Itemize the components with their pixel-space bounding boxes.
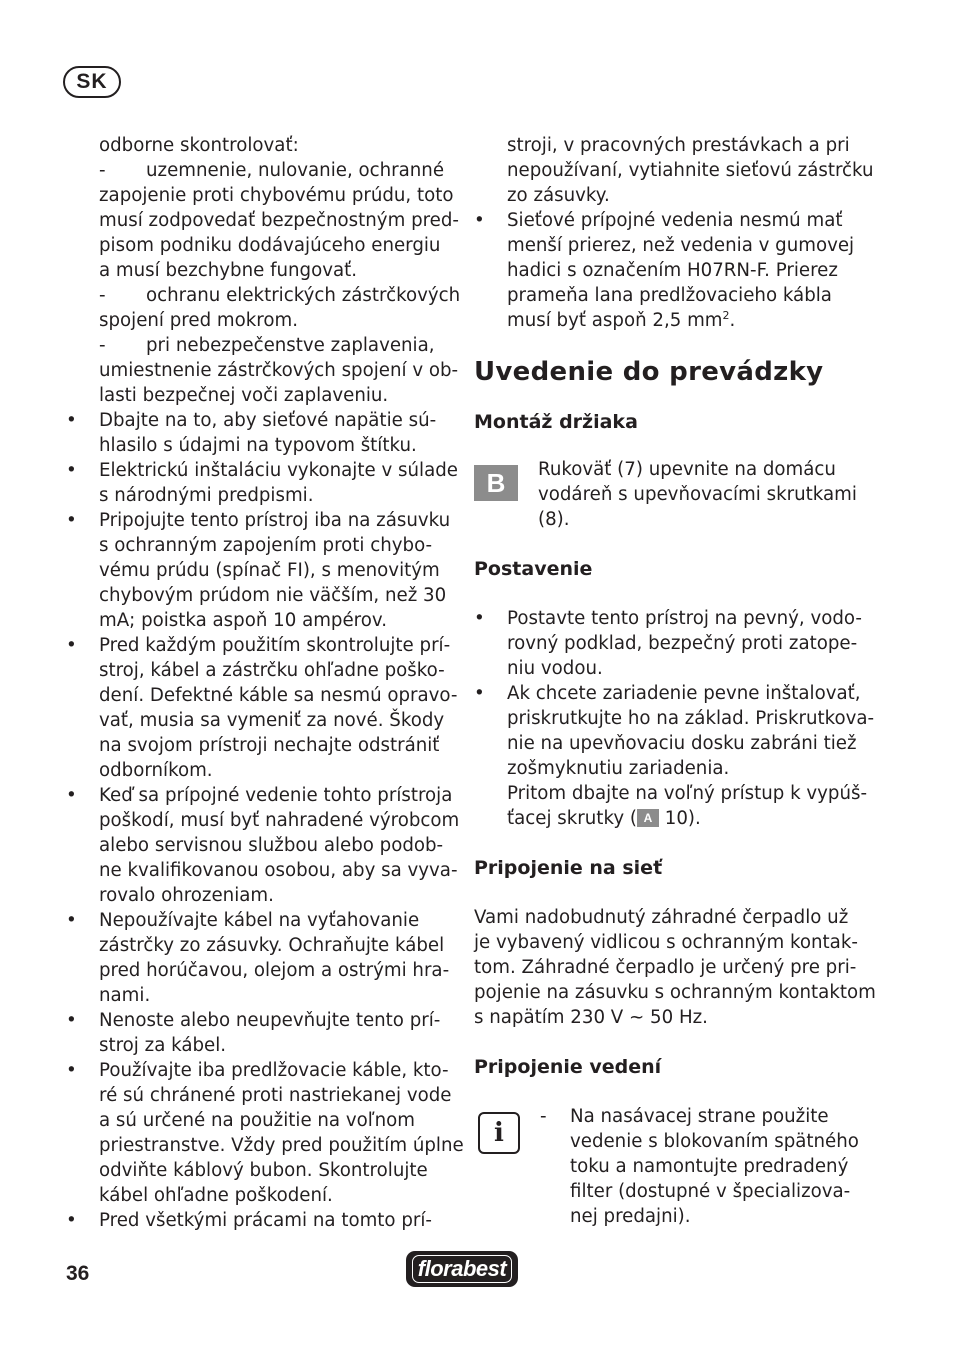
text-line: ré sú chránené proti nastriekanej vode xyxy=(99,1085,452,1106)
superscript: 2 xyxy=(722,308,730,322)
text-line: uzemnenie, nulovanie, ochranné xyxy=(146,160,445,181)
bullet-symbol: • xyxy=(474,683,485,704)
mount-instructions xyxy=(474,457,864,532)
list-item xyxy=(66,508,450,633)
dash-symbol: - xyxy=(99,335,106,356)
bullet-symbol: • xyxy=(66,410,77,431)
bullet-symbol: • xyxy=(66,785,77,806)
text-line: Nepoužívajte kábel na vyťahovanie xyxy=(99,910,420,931)
text-line: zástrčky zo zásuvky. Ochraňujte kábel xyxy=(99,935,445,956)
dash-symbol: - xyxy=(540,1106,547,1127)
text-line: Používajte iba predlžovacie káble, kto- xyxy=(99,1060,449,1081)
text-line xyxy=(507,308,864,333)
text-line: pred horúčavou, olejom a ostrými hra- xyxy=(99,960,450,981)
subsection-title-placement: Postavenie xyxy=(474,558,593,580)
text-line: spojení pred mokrom. xyxy=(99,310,298,331)
text-segment: 10). xyxy=(658,808,701,829)
text-line: stroji, v pracovných prestávkach a pri xyxy=(507,135,850,156)
text-line: vému prúdu (spínač FI), s menovitým xyxy=(99,560,440,581)
page-number: 36 xyxy=(66,1262,90,1285)
text-line: Postavte tento prístroj na pevný, vodo- xyxy=(507,608,862,629)
text-line: kábel ohľadne poškodení. xyxy=(99,1185,333,1206)
list-item xyxy=(66,408,450,458)
continuation-block xyxy=(474,133,874,208)
subsection-title-mount: Montáž držiaka xyxy=(474,411,638,433)
text-line xyxy=(507,806,864,831)
text-line: s ochranným zapojením proti chybo- xyxy=(99,535,433,556)
text-line: zo zásuvky. xyxy=(507,185,610,206)
text-line: priskrutkujte ho na základ. Priskrutkova- xyxy=(507,708,875,729)
text-line: Vami nadobudnutý záhradné čerpadlo už xyxy=(474,907,849,928)
bullet-symbol: • xyxy=(66,1060,77,1081)
text-line: stroj za kábel. xyxy=(99,1035,227,1056)
network-paragraph xyxy=(474,905,876,1030)
figure-a-badge: A xyxy=(637,809,659,827)
text-line: Dbajte na to, aby sieťové napätie sú- xyxy=(99,410,437,431)
text-line: tom. Záhradné čerpadlo je určený pre pri- xyxy=(474,957,857,978)
list-item xyxy=(66,458,458,508)
text-line: hadici s označením H07RN-F. Prierez xyxy=(507,260,838,281)
text-line: Na nasávacej strane použite xyxy=(570,1106,829,1127)
text-line: niu vodou. xyxy=(507,658,603,679)
section-title: Uvedenie do prevádzky xyxy=(474,357,824,387)
text-line: umiestnenie zástrčkových spojení v ob- xyxy=(99,360,459,381)
brand-logo xyxy=(406,1251,518,1287)
text-line: zapojenie proti chybovému prúdu, toto xyxy=(99,185,454,206)
text-line: ochranu elektrických zástrčkových xyxy=(146,285,461,306)
language-badge: SK xyxy=(63,66,121,98)
dash-item xyxy=(66,158,459,283)
figure-b-badge: B xyxy=(474,465,518,501)
text-line: (8). xyxy=(538,509,570,530)
text-line: chybovým prúdom nie väčším, než 30 xyxy=(99,585,447,606)
bullet-symbol: • xyxy=(66,510,77,531)
text-line: hlasilo s údajmi na typovom štítku. xyxy=(99,435,417,456)
list-item xyxy=(66,1008,450,1058)
text-line: Pripojujte tento prístroj iba na zásuvku xyxy=(99,510,451,531)
brand-logo-text: florabest xyxy=(412,1255,512,1283)
text-line: na svojom prístroji nechajte odstrániť xyxy=(99,735,440,756)
bullet-symbol: • xyxy=(474,210,485,231)
right-column xyxy=(474,133,876,1229)
bullet-symbol: • xyxy=(66,460,77,481)
text-line: s napätím 230 V ~ 50 Hz. xyxy=(474,1007,708,1028)
list-item xyxy=(66,1208,450,1233)
text-line: menší prierez, než vedenia v gumovej xyxy=(507,235,855,256)
list-item xyxy=(66,783,460,908)
text-segment: musí byť aspoň 2,5 mm xyxy=(507,310,723,331)
text-line: zošmyknutiu zariadenia. xyxy=(507,758,730,779)
list-item xyxy=(66,633,458,783)
text-line: a musí bezchybne fungovať. xyxy=(99,260,358,281)
text-line: nami. xyxy=(99,985,151,1006)
text-line: s národnými predpismi. xyxy=(99,485,314,506)
text-line: ne kvalifikovanou osobou, aby sa vyva- xyxy=(99,860,458,881)
dash-item xyxy=(66,283,461,333)
bullet-symbol: • xyxy=(66,910,77,931)
text-line: prameňa lana predlžovacieho kábla xyxy=(507,285,832,306)
list-item xyxy=(66,908,450,1008)
text-segment: ťacej skrutky ( xyxy=(507,808,637,829)
text-line: Rukoväť (7) upevnite na domácu xyxy=(538,459,836,480)
intro-block xyxy=(66,133,450,158)
text-line: toku a namontujte predradený xyxy=(570,1156,849,1177)
text-line: mA; poistka aspoň 10 ampérov. xyxy=(99,610,387,631)
bullet-list xyxy=(66,408,464,1233)
text-line: nepoužívaní, vytiahnite sieťovú zástrčku xyxy=(507,160,874,181)
text-line: Pred všetkými prácami na tomto prí- xyxy=(99,1210,432,1231)
text-line: nie na upevňovaciu dosku zabráni tiež xyxy=(507,733,857,754)
text-line: Nenoste alebo neupevňujte tento prí- xyxy=(99,1010,441,1031)
bullet-symbol: • xyxy=(66,1010,77,1031)
text-line: odborníkom. xyxy=(99,760,213,781)
text-line: rovný podklad, bezpečný proti zatope- xyxy=(507,633,858,654)
text-line: vať, musia sa vymeniť za nové. Škody xyxy=(99,710,445,731)
text-line: pisom podniku dodávajúceho energiu xyxy=(99,235,441,256)
list-item xyxy=(474,606,864,681)
text-line: stroj, kábel a zástrčku ohľadne poško- xyxy=(99,660,445,681)
text-line: je vybavený vidlicou s ochranným kontak- xyxy=(474,932,858,953)
dash-symbol: - xyxy=(99,285,106,306)
text-line: Ak chcete zariadenie pevne inštalovať, xyxy=(507,683,861,704)
text-line: a sú určené na použitie na voľnom xyxy=(99,1110,415,1131)
dash-list xyxy=(66,158,461,408)
intro-text: odborne skontrolovať: xyxy=(99,135,299,156)
text-line: lasti bezpečnej voči zaplaveniu. xyxy=(99,385,389,406)
bullet-symbol: • xyxy=(66,635,77,656)
text-line: nej predajni). xyxy=(570,1206,691,1227)
text-line: poškodí, musí byť nahradené výrobcom xyxy=(99,810,460,831)
text-line: Keď sa prípojné vedenie tohto prístroja xyxy=(99,785,453,806)
text-line: dení. Defektné káble sa nesmú opravo- xyxy=(99,685,458,706)
text-line: pri nebezpečenstve zaplavenia, xyxy=(146,335,435,356)
text-line: Pritom dbajte na voľný prístup k vypúš- xyxy=(507,783,868,804)
text-line: musí zodpovedať bezpečnostným pred- xyxy=(99,210,459,231)
text-line: vedenie s blokovaním spätného xyxy=(570,1131,859,1152)
info-note xyxy=(474,1104,864,1229)
text-line: rovalo ohrozeniam. xyxy=(99,885,274,906)
text-line: odviňte káblový bubon. Skontrolujte xyxy=(99,1160,428,1181)
dash-symbol: - xyxy=(99,160,106,181)
info-icon: i xyxy=(478,1112,520,1154)
text-line: Pred každým použitím skontrolujte prí- xyxy=(99,635,451,656)
subsection-title-lines: Pripojenie vedení xyxy=(474,1056,662,1078)
list-item xyxy=(474,681,875,831)
text-line: pojenie na zásuvku s ochranným kontaktom xyxy=(474,982,876,1003)
bullet-symbol: • xyxy=(66,1210,77,1231)
bullet-symbol: • xyxy=(474,608,485,629)
left-column xyxy=(66,133,464,1233)
dash-item xyxy=(66,333,459,408)
text-segment: . xyxy=(729,310,736,331)
text-line: filter (dostupné v špecializova- xyxy=(570,1181,851,1202)
text-line: Elektrickú inštaláciu vykonajte v súlade xyxy=(99,460,458,481)
list-item xyxy=(66,1058,464,1208)
text-line: priestranstve. Vždy pred použitím úplne xyxy=(99,1135,464,1156)
text-line: alebo servisnou službou alebo podob- xyxy=(99,835,444,856)
text-line: vodáreň s upevňovacími skrutkami xyxy=(538,484,857,505)
list-item xyxy=(474,208,864,333)
text-line: Sieťové prípojné vedenia nesmú mať xyxy=(507,210,843,231)
subsection-title-network: Pripojenie na sieť xyxy=(474,857,663,879)
